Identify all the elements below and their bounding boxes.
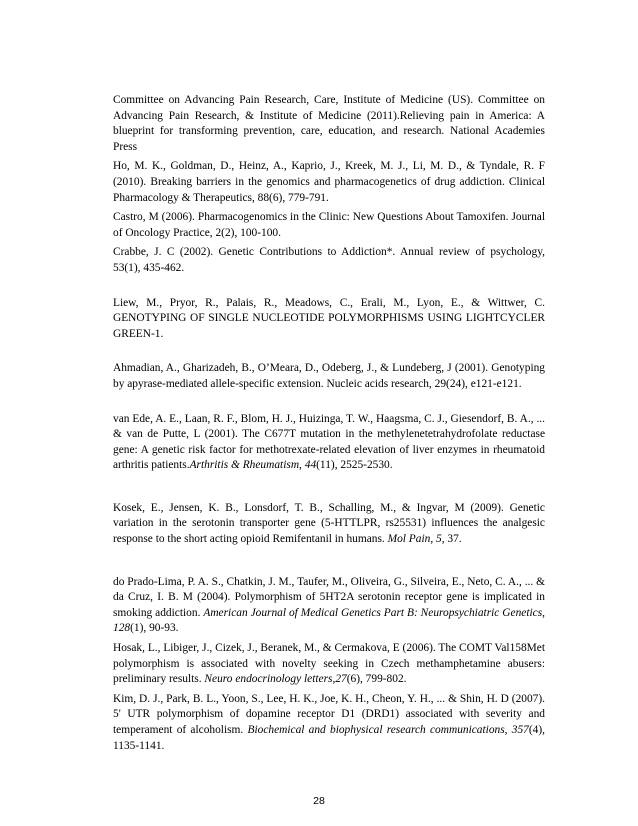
reference-text: Kim, D. J., Park, B. L., Yoon, S., Lee, H. K., Joe, K. H., Cheon, Y. H., ... & Shin, H. D (2007). 5' UTR polymorphism of dopamine receptor D1 (DRD1) associated with severity and temperament of alcoholism.	[113, 692, 545, 736]
reference-text: Liew, M., Pryor, R., Palais, R., Meadows, C., Erali, M., Lyon, E., & Wittwer, C. GENOTYPING OF SINGLE NUCLEOTIDE POLYMORPHISMS USING LIGHTCYCLER GREEN-1.	[113, 296, 545, 340]
reference-journal: Biochemical and biophysical research communications	[247, 724, 505, 736]
reference-van-ede-2001	[113, 412, 545, 474]
reference-text: van Ede, A. E., Laan, R. F., Blom, H. J., Huizinga, T. W., Haagsma, C. J., Giesendorf, B. A., ... & van de Putte, L (2001). The C677T mutation in the methylenetetrahydrofolate reductase gene: A genetic risk factor for methotrexate-related elevation of liver enzymes in rheumatoid arthritis patients.	[113, 412, 545, 472]
reference-journal: Arthritis & Rheumatism	[189, 459, 300, 472]
reference-pages: (1), 90-93.	[130, 622, 179, 635]
reference-text: Ahmadian, A., Gharizadeh, B., O’Meara, D., Odeberg, J., & Lundeberg, J (2001). Genotyping by apyrase-mediated allele-specific extension. Nucleic acids research, 29(24), e121-e121.	[113, 362, 545, 390]
reference-journal: Mol Pain	[387, 533, 431, 546]
reference-volume: 128	[113, 622, 131, 635]
reference-prado-lima-2004	[113, 575, 545, 637]
reference-punct: ,	[542, 606, 545, 619]
reference-text: Hosak, L., Libiger, J., Cizek, J., Beranek, M., & Cermakova, E (2006). The COMT Val158Met polymorphism is associated with novelty seeking in Czech methamphetamine abusers: preliminary results.	[113, 642, 545, 686]
reference-punct: ,	[430, 533, 437, 546]
reference-pages: (11), 2525-2530.	[316, 459, 393, 472]
reference-punct: ,	[332, 673, 336, 686]
reference-kim-2007	[113, 692, 545, 754]
reference-pages: (4), 1135-1141.	[113, 724, 545, 752]
reference-kosek-2009	[113, 501, 545, 548]
reference-committee-2011	[113, 93, 545, 155]
reference-volume: 44	[304, 459, 317, 472]
reference-hosak-2006	[113, 641, 545, 688]
reference-pages: , 37.	[441, 533, 462, 546]
reference-punct: ,	[504, 724, 512, 736]
reference-list	[113, 93, 545, 754]
reference-ho-2010	[113, 159, 545, 206]
reference-volume: 5	[436, 533, 442, 546]
reference-ahmadian-2001	[113, 361, 545, 392]
reference-text: Castro, M (2006). Pharmacogenomics in the Clinic: New Questions About Tamoxifen. Journal of Oncology Practice, 2(2), 100-100.	[113, 211, 545, 239]
reference-liew	[113, 296, 545, 343]
reference-volume: 357	[511, 724, 529, 736]
reference-castro-2006	[113, 210, 545, 241]
reference-text: Crabbe, J. C (2002). Genetic Contributions to Addiction*. Annual review of psychology, 53(1), 435-462.	[113, 246, 545, 274]
reference-journal: American Journal of Medical Genetics Part B: Neuropsychiatric Genetics	[203, 606, 543, 619]
reference-volume: 27	[335, 673, 347, 686]
reference-journal: Neuro endocrinology letters	[204, 673, 333, 686]
reference-punct: ,	[299, 459, 305, 472]
reference-text: do Prado-Lima, P. A. S., Chatkin, J. M., Taufer, M., Oliveira, G., Silveira, E., Neto, C. A., ... & da Cruz, I. B. M (2004). Polymorphism of 5HT2A serotonin receptor gene is implicated in smoking addiction.	[113, 575, 545, 619]
page-number: 28	[313, 795, 325, 807]
reference-text: Kosek, E., Jensen, K. B., Lonsdorf, T. B., Schalling, M., & Ingvar, M (2009). Genetic variation in the serotonin transporter gene (5-HTTLPR, rs25531) influences the analgesic response to the short acting opioid Remifentanil in humans.	[113, 501, 545, 546]
reference-crabbe-2002	[113, 245, 545, 276]
reference-text: Committee on Advancing Pain Research, Care, Institute of Medicine (US). Committee on Advancing Pain Research, & Institute of Medicine (2011).Relieving pain in America: A blueprint for transforming prevention, care, education, and research. National Academies Press	[113, 94, 545, 153]
reference-text: Ho, M. K., Goldman, D., Heinz, A., Kaprio, J., Kreek, M. J., Li, M. D., & Tyndale, R. F (2010). Breaking barriers in the genomics and pharmacogenetics of drug addiction. Clinical Pharmacology & Therapeutics, 88(6), 779-791.	[113, 160, 545, 204]
reference-pages: (6), 799-802.	[346, 673, 407, 686]
